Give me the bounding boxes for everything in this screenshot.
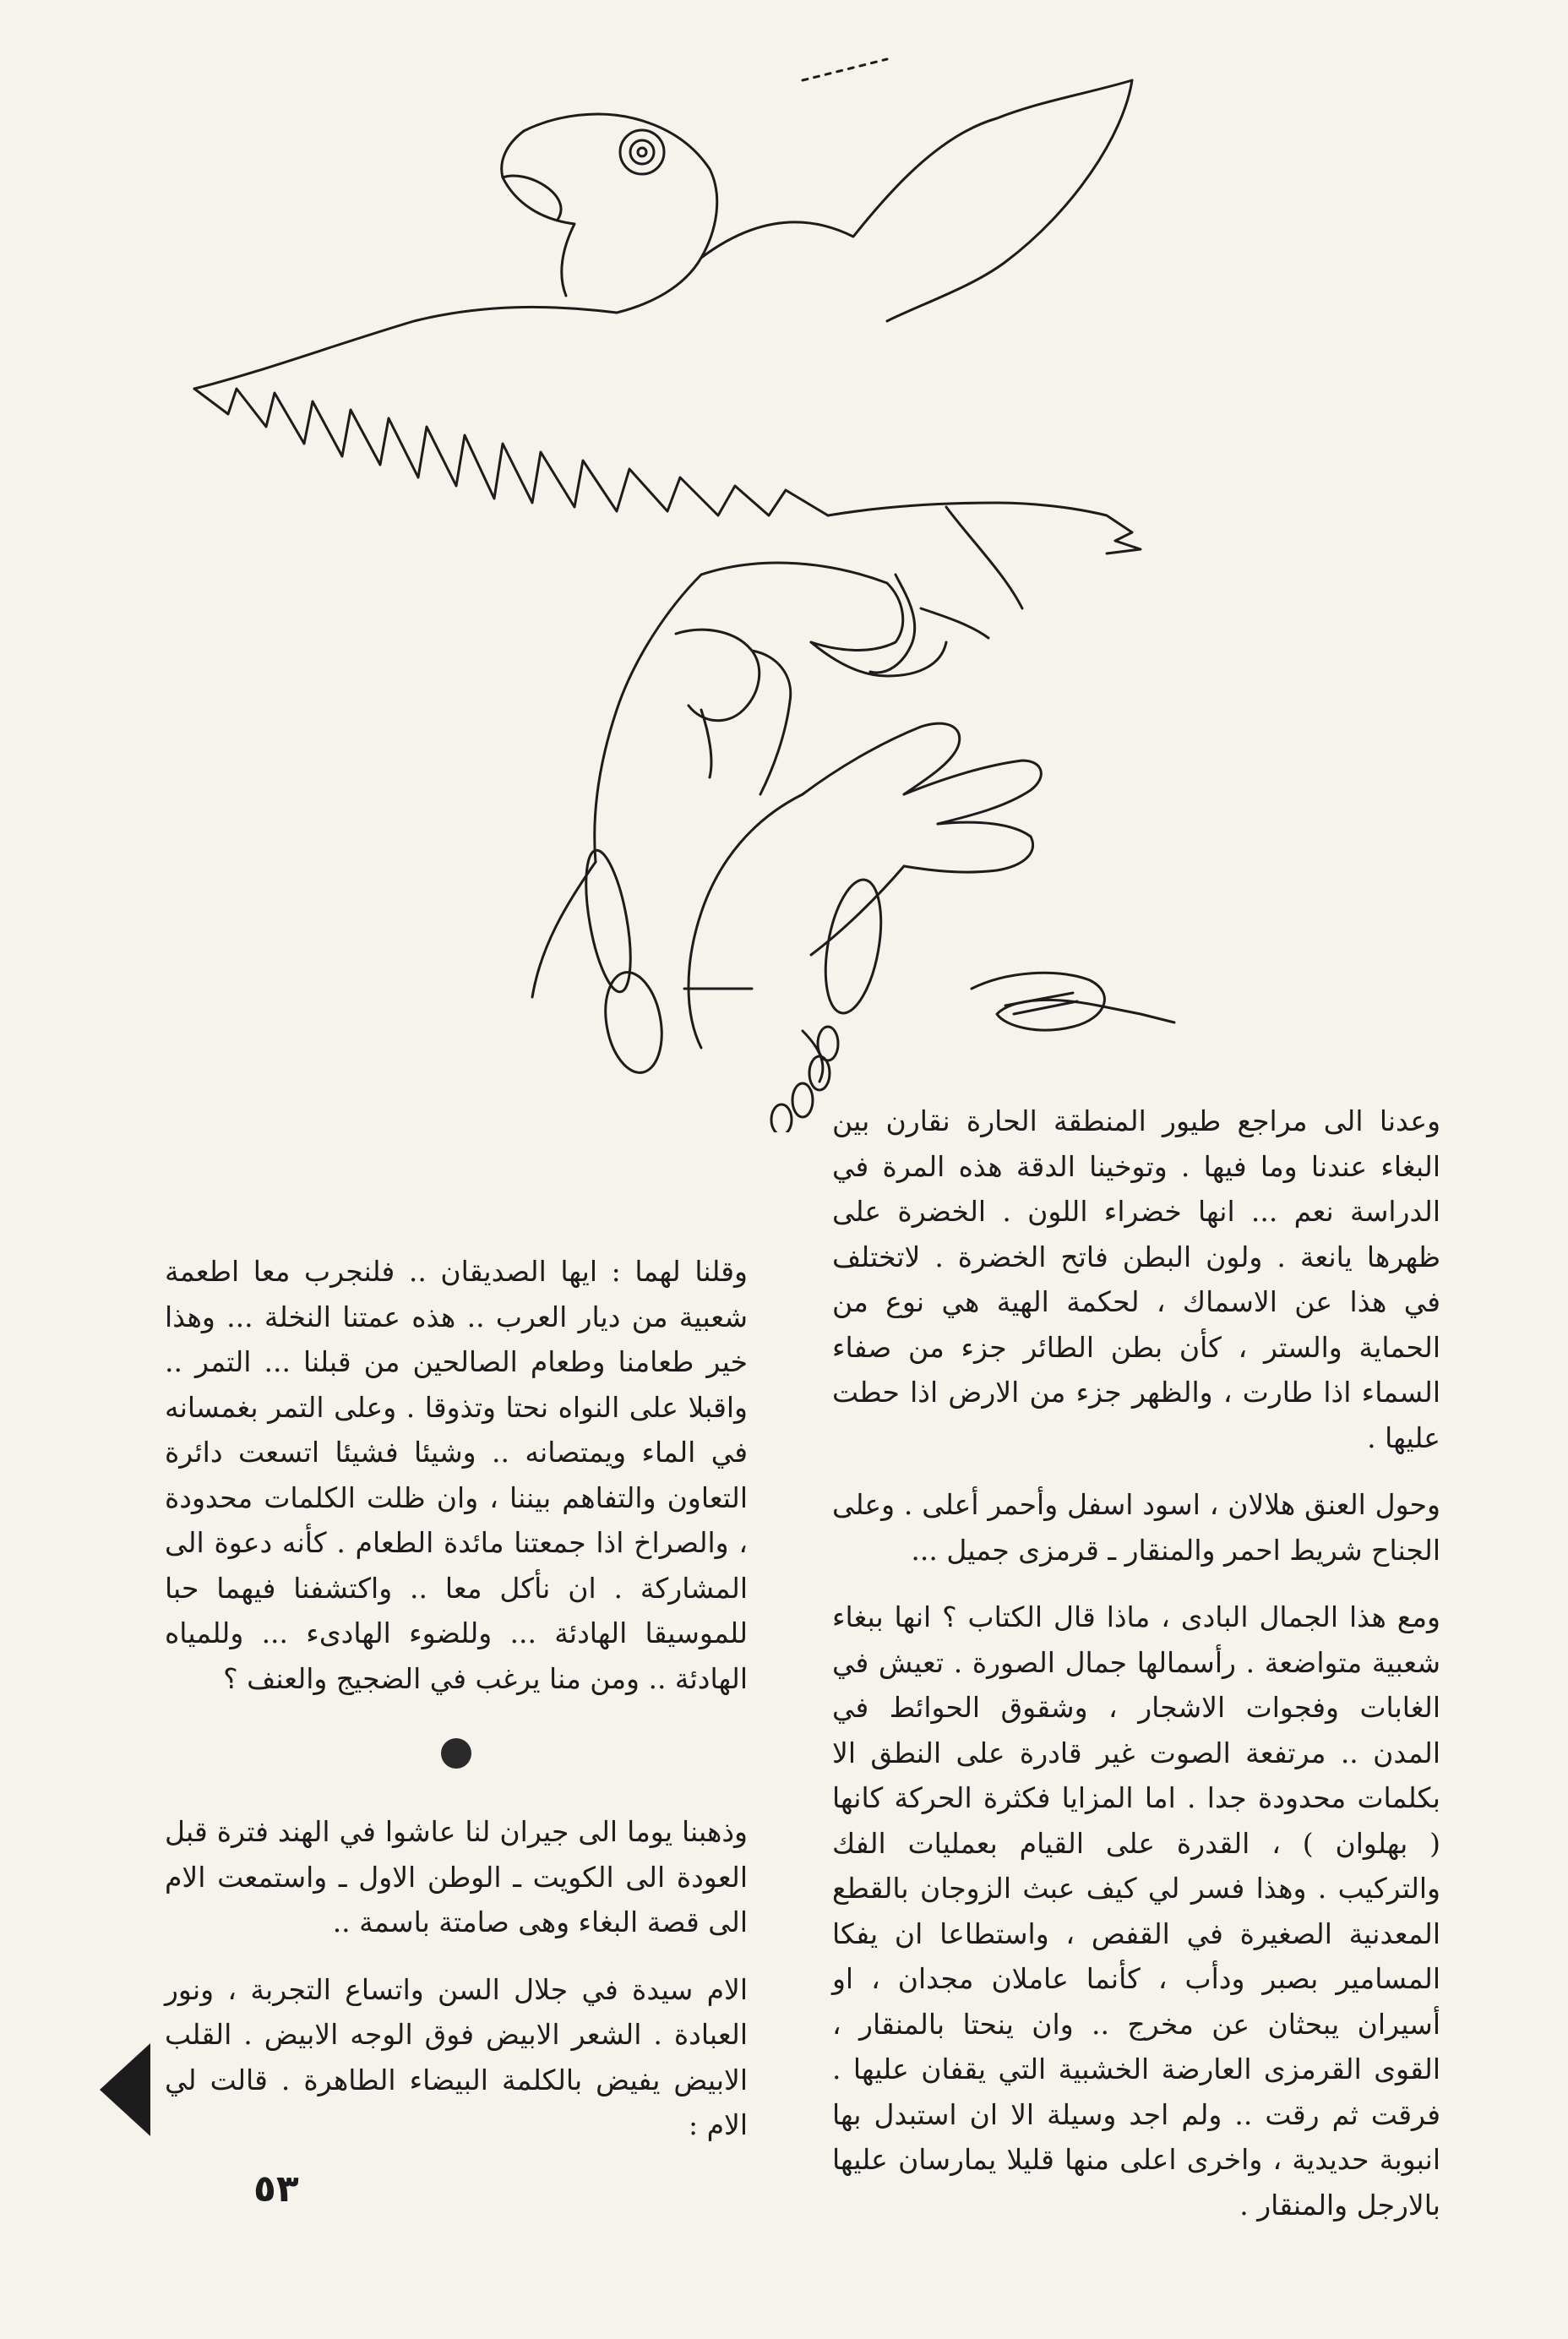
- page-number: ٥٣: [253, 2167, 299, 2211]
- paragraph: الام سيدة في جلال السن واتساع التجربة ، ونور العبادة . الشعر الابيض فوق الوجه الابيض . القلب الابيض يفيض بالكلمة البيضاء الطاهرة . قالت لي الام :: [165, 1972, 748, 2141]
- paragraph: وحول العنق هلالان ، اسود اسفل وأحمر أعلى . وعلى الجناح شريط احمر والمنقار ـ قرمزى جميل ...: [832, 1488, 1440, 1567]
- paragraph: ومع هذا الجمال البادى ، ماذا قال الكتاب ؟ انها ببغاء شعبية متواضعة . رأسمالها جمال الصورة . تعيش في الغابات وفجوات الاشجار ، وشقوق الحوائط في المدن .. مرتفعة الصوت غير قادرة على النطق الا بكلمات محدودة جدا . اما المزايا فكثرة الحركة كانها ( بهلوان ) ، القدرة على القيام بعمليات الفك والتركيب . وهذا فسر لي كيف عبث الزوجان بالقطع المعدنية الصغيرة في القفص ، واستطاعا ان يفكا المسامير بصبر ودأب ، كأنما عاملان مجدان ، او أسيران يبحثان عن مخرج .. وان ينحتا بالمنقار ، القوى القرمزى العارضة الخشبية التي يقفان عليها . فرقت ثم رقت .. ولم اجد وسيلة الا ان استبدل بها انبوبة حديدية ، واخرى اعلى منها قليلا يمارسان عليها بالارجل والمنقار .: [832, 1600, 1440, 2222]
- bird-and-hands-illustration: [161, 34, 1301, 1132]
- page-turn-arrow-icon: [100, 2043, 150, 2136]
- left-text-column: [165, 1249, 748, 2170]
- paragraph: وعدنا الى مراجع طيور المنطقة الحارة نقارن بين البغاء عندنا وما فيها . وتوخينا الدقة هذه المرة في الدراسة نعم ... انها خضراء اللون . الخضرة على ظهرها يانعة . ولون البطن فاتح الخضرة . لاتختلف في هذا عن الاسماك ، لحكمة الهية هي نوع من الحماية والستر ، كأن بطن الطائر جزء من صفاء السماء اذا طارت ، والظهر جزء من الارض اذا حطت عليها .: [832, 1104, 1440, 1454]
- section-separator-dot: [441, 1738, 471, 1769]
- paragraph: وقلنا لهما : ايها الصديقان .. فلنجرب معا اطعمة شعبية من ديار العرب .. هذه عمتنا النخلة ... وهذا خير طعامنا وطعام الصالحين من قبلنا ... التمر .. واقبلا على النواه نحتا وتذوقا . وعلى التمر بغمسانه في الماء ويمتصانه .. وشيئا فشيئا اتسعت دائرة التعاون والتفاهم بيننا ، وان ظلت الكلمات محدودة ، والصراخ اذا جمعتنا مائدة الطعام . كأنه دعوة الى المشاركة . ان نأكل معا .. واكتشفنا فيهما حبا للموسيقا الهادئة ... وللضوء الهادىء ... وللمياه الهادئة .. ومن منا يرغب في الضجيج والعنف ؟: [165, 1255, 748, 1695]
- right-text-column: [832, 1099, 1440, 2249]
- paragraph: وذهبنا يوما الى جيران لنا عاشوا في الهند فترة قبل العودة الى الكويت ـ الوطن الاول ـ واستمعت الام الى قصة البغاء وهى صامتة باسمة ..: [165, 1815, 748, 1938]
